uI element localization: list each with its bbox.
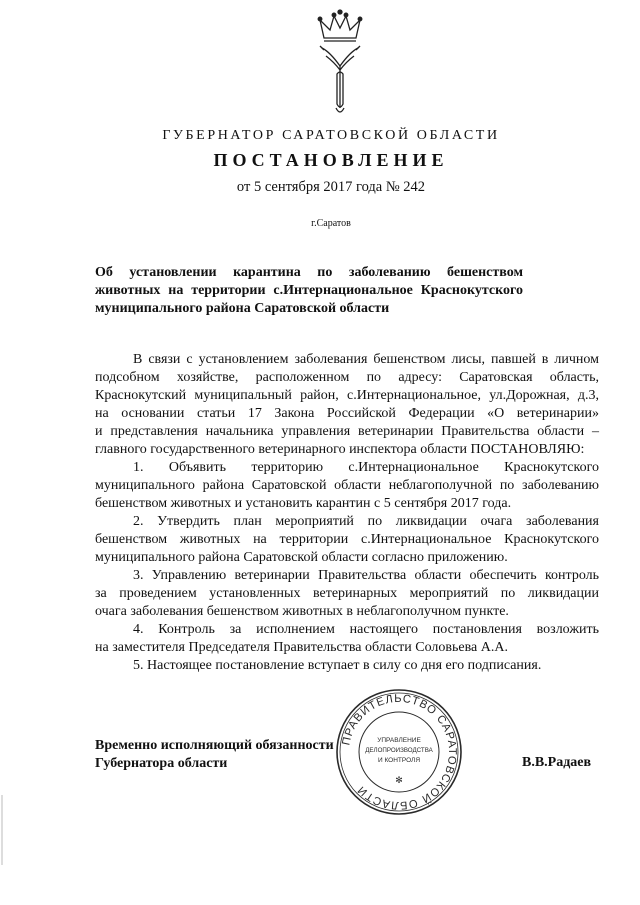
body-line: за проведением установленных ветеринарных мероприятий по ликвидации: [95, 586, 599, 601]
body-line: 1. Объявить территорию с.Интернациональное Краснокутского: [133, 460, 599, 475]
issuing-authority: ГУБЕРНАТОР САРАТОВСКОЙ ОБЛАСТИ: [162, 128, 500, 143]
body-line: Краснокутский муниципальный район, с.Интернациональное, ул.Дорожная, д.3,: [95, 388, 599, 403]
body-line: 2. Утвердить план мероприятий по ликвидации очага заболевания: [133, 514, 599, 529]
body-line: и представления начальника управления ветеринарии Правительства области –: [95, 424, 599, 439]
body-line: 5. Настоящее постановление вступает в силу со дня его подписания.: [133, 658, 542, 673]
seal-inner-line: И КОНТРОЛЯ: [377, 757, 421, 764]
signer-position: [95, 737, 334, 773]
body-line: муниципального района Саратовской области неблагополучной по заболеванию: [95, 478, 599, 493]
subject-line: животных на территории с.Интернациональное Краснокутского: [95, 283, 523, 298]
body-line: бешенством животных и установить карантин с 5 сентября 2017 года.: [95, 496, 512, 511]
signer-position-line: Временно исполняющий обязанности: [95, 738, 334, 753]
body-line: подсобном хозяйстве, расположенном по адресу: Саратовская область,: [95, 370, 599, 385]
body-line: очага заболевания бешенством животных в неблагополучном пункте.: [95, 604, 509, 619]
signer-position-line: Губернатора области: [95, 756, 228, 771]
seal-inner-line: УПРАВЛЕНИЕ: [377, 737, 421, 744]
body-line: на основании статьи 17 Закона Российской Федерации «О ветеринарии»: [95, 406, 599, 421]
document-city: г.Саратов: [311, 218, 351, 229]
seal-inner-line: ДЕЛОПРОИЗВОДСТВА: [365, 747, 433, 754]
body-line: 4. Контроль за исполнением настоящего постановления возложить: [133, 622, 599, 637]
official-seal: [335, 688, 463, 816]
scan-margin-mark: [0, 795, 6, 865]
seal-star-icon: ✻: [395, 776, 403, 786]
subject-line: муниципального района Саратовской области: [95, 301, 390, 316]
body-line: главного государственного ветеринарного инспектора области ПОСТАНОВЛЯЮ:: [95, 442, 585, 457]
document-subject: [95, 264, 523, 318]
body-line: В связи с установлением заболевания бешенством лисы, павшей в личном: [133, 352, 599, 367]
seal-outer-text: ПРАВИТЕЛЬСТВО САРАТОВСКОЙ ОБЛАСТИ: [340, 692, 459, 812]
subject-line: Об установлении карантина по заболеванию бешенством: [95, 265, 523, 280]
document-type-title: ПОСТАНОВЛЕНИЕ: [213, 150, 449, 170]
body-line: на заместителя Председателя Правительства области Соловьева А.А.: [95, 640, 508, 655]
body-line: муниципального района Саратовской области согласно приложению.: [95, 550, 508, 565]
body-line: бешенством животных на территории с.Интернациональное Краснокутского: [95, 532, 599, 547]
coat-of-arms-icon: [300, 8, 380, 120]
document-date-number: от 5 сентября 2017 года № 242: [236, 179, 426, 195]
document-body: [95, 351, 599, 675]
body-line: 3. Управлению ветеринарии Правительства области обеспечить контроль: [133, 568, 599, 583]
signer-name: В.В.Радаев: [522, 755, 592, 770]
